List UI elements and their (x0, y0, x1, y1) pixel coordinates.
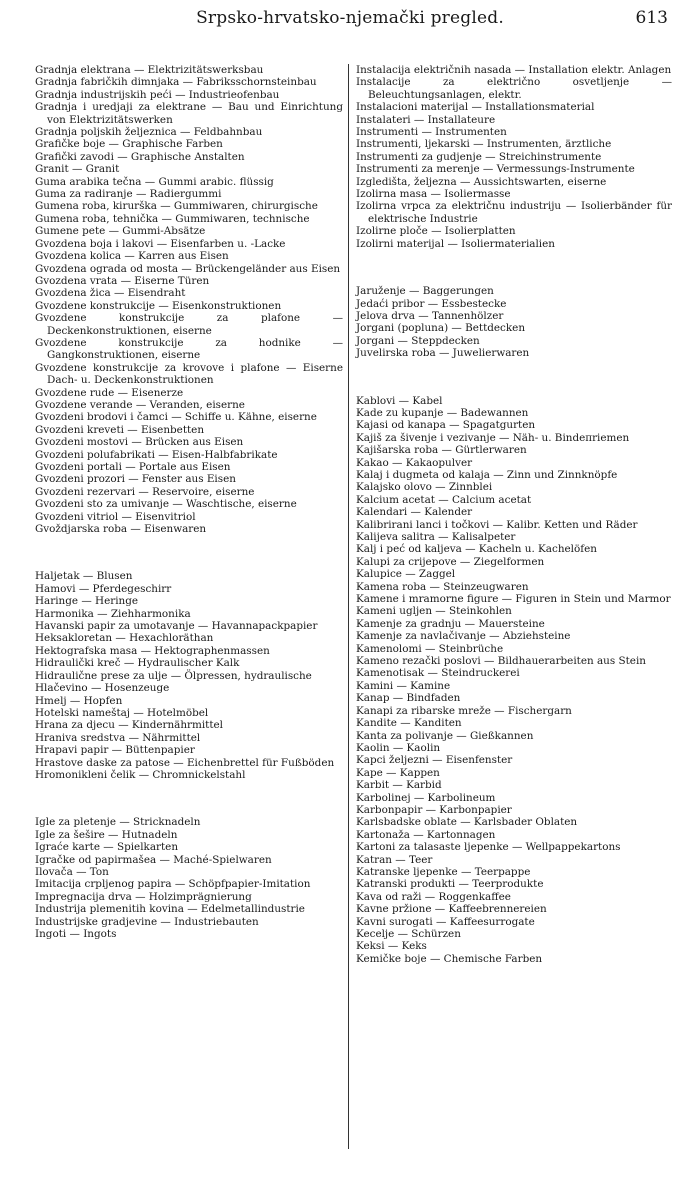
index-entry: Industrija plemenitih kovina — Edelmetallindustrie (35, 903, 305, 916)
index-entry: Harmonika — Ziehharmonika (35, 607, 191, 620)
index-entry: Gvozdena žica — Eisendraht (35, 287, 186, 300)
index-entry: Guma za radiranje — Radiergummi (35, 188, 222, 201)
index-entry: Gvozdeni polufabrikati — Eisen-Halbfabrikate (35, 448, 278, 461)
index-entry: Karbolinej — Karbolineum (356, 791, 496, 804)
index-entry: Kalajsko olovo — Zinnblei (356, 481, 493, 494)
index-entry: Kartoni za talasaste ljepenke — Wellpappekartons (356, 841, 621, 854)
index-entry: Gvozdeni sto za umivanje — Waschtische, eiserne (35, 498, 297, 511)
index-entry: Instalacije za električno osvetljenje — Beleuchtungsanlagen, elektr. (356, 76, 672, 101)
index-entry: Impregnacija drva — Holzimprägnierung (35, 890, 252, 903)
index-entry: Kecelje — Schürzen (356, 928, 461, 940)
index-entry: Kameno rezački poslovi — Bildhauerarbeiten aus Stein (356, 655, 646, 668)
index-entry: Kalendari — Kalender (356, 506, 473, 519)
index-entry: Ilovača — Ton (35, 865, 109, 878)
index-entry: Instrumenti, ljekarski — Instrumenten, ärztliche (356, 138, 612, 151)
index-entry: Keksi — Keks (356, 940, 427, 953)
index-entry: Hrastove daske za patose — Eichenbrettel für Fußböden (35, 756, 335, 769)
index-section (35, 64, 343, 535)
index-entry: Gvozdena vrata — Eiserne Türen (35, 274, 210, 287)
index-entry: Kamenolomi — Steinbrüche (356, 642, 504, 655)
index-entry: Gvozdeni brodovi i čamci — Schiffe u. Kähne, eiserne (35, 411, 317, 424)
index-entry: Imitacija crpljenog papira — Schöpfpapier-Imitation (35, 878, 311, 891)
index-entry: Karbit — Karbid (356, 779, 442, 792)
index-entry: Gvozdene konstrukcije za plafone — Deckenkonstruktionen, eiserne (35, 312, 343, 337)
index-entry: Kemičke boje — Chemische Farben (356, 952, 543, 965)
index-entry: Kape — Kappen (356, 766, 440, 779)
index-section (356, 285, 672, 359)
index-entry: Gvozdene konstrukcije za krovove i plafone — Eiserne Dach- u. Deckenkonstruktionen (35, 361, 343, 387)
index-entry: Kalibrirani lanci i točkovi — Kalibr. Ketten und Räder (356, 518, 638, 531)
index-entry: Granit — Granit (35, 163, 120, 176)
index-entry: Katranski produkti — Teerprodukte (356, 878, 544, 891)
index-entry: Gvozdeni vitriol — Eisenvitriol (35, 510, 196, 523)
index-entry: Gvozdeni kreveti — Eisenbetten (35, 423, 205, 436)
index-entry: Haringe — Heringe (35, 595, 139, 608)
index-entry: Gradnja i uredjaji za elektrane — Bau und Einrichtung von Elektrizitätswerken (35, 101, 343, 126)
index-entry: Hidraulički kreč — Hydraulischer Kalk (35, 657, 240, 670)
index-entry: Hrana za djecu — Kindernährmittel (35, 719, 224, 732)
index-entry: Gradnja elektrana — Elektrizitätswerksbau (35, 64, 264, 76)
index-entry: Gradnja industrijskih peći — Industrieofenbau (35, 88, 280, 101)
index-entry: Havanski papir za umotavanje — Havannapackpapier (35, 620, 318, 633)
index-entry: Izgledišta, željezna — Aussichtswarten, eiserne (356, 175, 607, 188)
index-entry: Gumena roba, kirurška — Gummiwaren, chirurgische (35, 200, 318, 213)
index-entry: Hraniva sredstva — Nährmittel (35, 731, 201, 744)
index-entry: Kanap — Bindfaden (356, 692, 461, 705)
index-entry: Hromonikleni čelik — Chromnickelstahl (35, 768, 246, 781)
index-entry: Hamovi — Pferdegeschirr (35, 582, 172, 595)
index-entry: Hotelski nameštaj — Hotelmöbel (35, 706, 209, 719)
index-entry: Kamene i mramorne figure — Figuren in Stein und Marmor (356, 593, 671, 606)
page-header (0, 8, 700, 36)
index-entry: Kamenje za navlačivanje — Abziehsteine (356, 630, 571, 643)
index-entry: Gvozdeni mostovi — Brücken aus Eisen (35, 436, 244, 449)
index-entry: Katranske ljepenke — Teerpappe (356, 865, 531, 878)
index-entry: Kamenje za gradnju — Mauersteine (356, 617, 545, 630)
index-entry: Igle za šešire — Hutnadeln (35, 828, 178, 841)
index-entry: Gvozdene konstrukcije za hodnike — Gangkonstruktionen, eiserne (35, 336, 343, 362)
index-entry: Jelova drva — Tannenhölzer (356, 309, 504, 322)
index-entry: Kade zu kupanje — Badewannen (356, 406, 529, 419)
index-entry: Jorgani — Steppdecken (356, 334, 480, 347)
index-entry: Gvozdene konstrukcije — Eisenkonstruktionen (35, 299, 282, 312)
index-entry: Gvozdena ograda od mosta — Brückengeländer aus Eisen (35, 262, 341, 275)
index-entry: Gumena roba, tehnička — Gummiwaren, technische (35, 212, 310, 225)
index-section (356, 395, 672, 966)
index-entry: Kalcium acetat — Calcium acetat (356, 493, 532, 506)
index-entry: Igraće karte — Spielkarten (35, 841, 179, 854)
index-entry: Gvoždjarska roba — Eisenwaren (35, 523, 207, 536)
index-entry: Instalacioni materijal — Installationsmaterial (356, 101, 595, 114)
index-entry: Instalacija električnih nasada — Installation elektr. Anlagen (356, 64, 672, 76)
index-entry: Igle za pletenje — Stricknadeln (35, 816, 201, 829)
index-entry: Kakao — Kakaopulver (356, 456, 473, 469)
index-entry: Izolirni materijal — Isoliermaterialien (356, 237, 555, 250)
index-entry: Gvozdene rude — Eisenerze (35, 386, 184, 399)
index-entry: Haljetak — Blusen (35, 570, 133, 583)
index-section (35, 816, 343, 940)
index-entry: Instalateri — Installateure (356, 113, 496, 126)
index-entry: Karbonpapir — Karbonpapier (356, 803, 512, 816)
index-entry: Instrumenti — Instrumenten (356, 126, 507, 139)
index-entry: Kamini — Kamine (356, 679, 451, 692)
index-entry: Hidraulične prese za ulje — Ölpressen, hydraulische (35, 669, 312, 682)
index-entry: Kalupi za crijepove — Ziegelformen (356, 555, 545, 568)
index-entry: Guma arabika tečna — Gummi arabic. flüssig (35, 175, 274, 188)
index-entry: Gvozdena kolica — Karren aus Eisen (35, 250, 229, 263)
index-entry: Jedaći pribor — Essbestecke (356, 297, 507, 310)
index-entry: Kamenotisak — Steindruckerei (356, 667, 520, 680)
index-entry: Kaolin — Kaolin (356, 741, 441, 754)
index-entry: Kavni surogati — Kaffeesurrogate (356, 915, 535, 928)
index-entry: Kalijeva salitra — Kalisalpeter (356, 531, 516, 543)
index-entry: Gvozdeni portali — Portale aus Eisen (35, 461, 231, 473)
index-entry: Juvelirska roba — Juwelierwaren (356, 347, 530, 360)
index-entry: Hmelj — Hopfen (35, 694, 123, 707)
index-entry: Industrijske gradjevine — Industriebauten (35, 915, 259, 928)
index-entry: Kalj i peć od kaljeva — Kacheln u. Kachelöfen (356, 543, 597, 556)
index-entry: Kavne pržione — Kaffeebrennereien (356, 903, 547, 916)
index-entry: Hlačevino — Hosenzeuge (35, 682, 170, 695)
left-column (35, 64, 343, 975)
index-entry: Gvozdena boja i lakovi — Eisenfarben u. -Lacke (35, 237, 286, 250)
index-section (35, 570, 343, 781)
index-entry: Jaruženje — Baggerungen (356, 285, 494, 298)
index-entry: Instrumenti za gudjenje — Streichinstrumente (356, 150, 602, 163)
index-entry: Hrapavi papir — Büttenpapier (35, 744, 195, 757)
index-entry: Gvozdeni rezervari — Reservoire, eiserne (35, 485, 255, 498)
column-divider (348, 64, 349, 1149)
index-entry: Izolirne ploče — Isolierplatten (356, 225, 516, 238)
index-entry: Grafičke boje — Graphische Farben (35, 138, 223, 151)
right-column (356, 64, 672, 1000)
index-entry: Kartonaža — Kartonnagen (356, 828, 496, 841)
index-entry: Gradnja fabričkih dimnjaka — Fabriksschornsteinbau (35, 76, 317, 89)
index-entry: Grafički zavodi — Graphische Anstalten (35, 150, 245, 163)
index-entry: Karlsbadske oblate — Karlsbader Oblaten (356, 816, 578, 829)
index-entry: Kava od raži — Roggenkaffee (356, 890, 511, 903)
index-entry: Kajasi od kanapa — Spagatgurten (356, 419, 536, 432)
index-entry: Jorgani (popluna) — Bettdecken (356, 322, 526, 335)
index-entry: Gumene pete — Gummi-Absätze (35, 225, 206, 238)
index-entry: Kanta za polivanje — Gießkannen (356, 729, 534, 742)
index-entry: Kapci željezni — Eisenfenster (356, 754, 513, 767)
index-entry: Kalaj i dugmeta od kalaja — Zinn und Zinnknöpfe (356, 468, 618, 481)
index-entry: Katran — Teer (356, 853, 433, 866)
index-entry: Kandite — Kanditen (356, 717, 462, 730)
index-entry: Kalupice — Zaggel (356, 568, 456, 581)
page-number: 613 (635, 8, 668, 28)
index-entry: Gvozdene verande — Veranden, eiserne (35, 398, 245, 411)
index-entry: Gvozdeni prozori — Fenster aus Eisen (35, 473, 236, 486)
index-entry: Kanapi za ribarske mreže — Fischergarn (356, 704, 572, 717)
index-entry: Kajišarska roba — Gürtlerwaren (356, 444, 527, 457)
index-entry: Hektografska masa — Hektographenmassen (35, 644, 270, 657)
index-section (356, 64, 672, 250)
index-entry: Ingoti — Ingots (35, 928, 117, 940)
page-title: Srpsko-hrvatsko-njemački pregled. (196, 8, 504, 28)
index-entry: Kajiš za šivenje i vezivanje — Näh- u. Bindeπriemen (356, 431, 630, 444)
index-entry: Izolirna vrpca za električnu industriju — Isolierbänder für elektrische Industrie (356, 200, 672, 225)
index-entry: Izolirna masa — Isoliermasse (356, 188, 511, 201)
index-entry: Gradnja poljskih željeznica — Feldbahnbau (35, 126, 263, 139)
index-entry: Igračke od papirmašea — Maché-Spielwaren (35, 853, 272, 866)
index-entry: Heksakloretan — Hexachloräthan (35, 632, 214, 645)
index-entry: Instrumenti za merenje — Vermessungs-Instrumente (356, 163, 635, 176)
index-entry: Kameni ugljen — Steinkohlen (356, 605, 512, 618)
index-entry: Kamena roba — Steinzeugwaren (356, 580, 529, 593)
index-entry: Kablovi — Kabel (356, 394, 443, 407)
